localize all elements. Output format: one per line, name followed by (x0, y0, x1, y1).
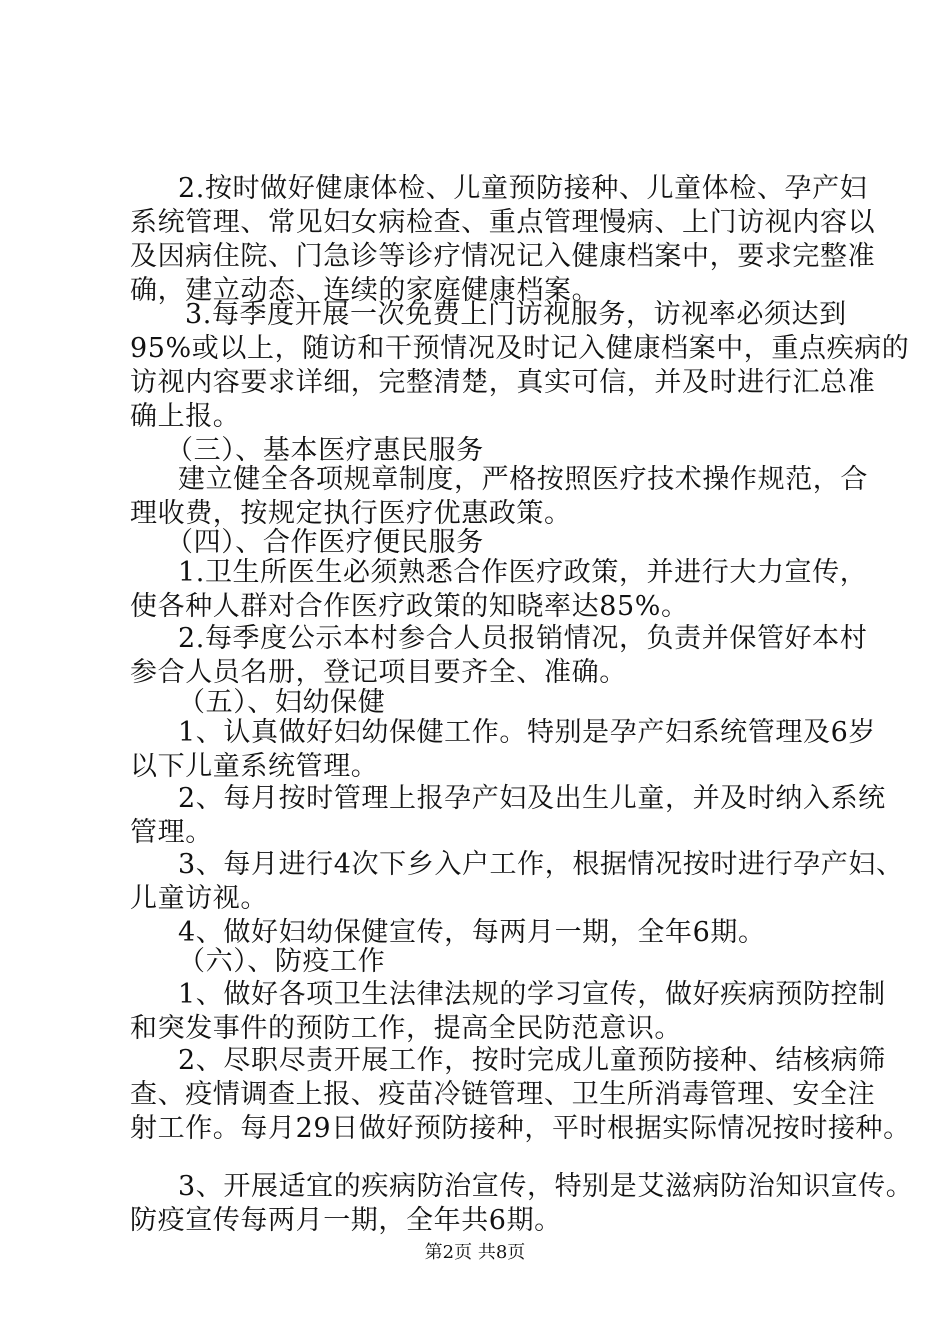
text-line: 儿童访视。 (130, 883, 268, 914)
text-line: 以下儿童系统管理。 (130, 751, 379, 782)
text-line: 射工作。每月29日做好预防接种，平时根据实际情况按时接种。 (130, 1113, 911, 1144)
text-line: 确，建立动态、连续的家庭健康档案。 (130, 275, 600, 306)
text-line: 访视内容要求详细，完整清楚，真实可信，并及时进行汇总准 (130, 367, 876, 398)
text-line: 3.每季度开展一次免费上门访视服务，访视率必须达到 (185, 299, 847, 330)
section-heading: （六）、防疫工作 (178, 946, 386, 977)
text-line: 3、开展适宜的疾病防治宣传，特别是艾滋病防治知识宣传。 (178, 1171, 914, 1202)
text-line: 确上报。 (130, 401, 241, 432)
text-line: 1.卫生所医生必须熟悉合作医疗政策，并进行大力宣传， (178, 557, 868, 588)
text-line: 防疫宣传每两月一期，全年共6期。 (130, 1205, 562, 1236)
section-heading: （四）、合作医疗便民服务 (166, 527, 484, 558)
text-line: 2.按时做好健康体检、儿童预防接种、儿童体检、孕产妇 (178, 173, 868, 204)
text-line: 管理。 (130, 817, 213, 848)
text-line: 参合人员名册，登记项目要齐全、准确。 (130, 657, 627, 688)
page-number-footer: 第2页 共8页 (424, 1242, 526, 1263)
text-line: 1、做好各项卫生法律法规的学习宣传，做好疾病预防控制 (178, 979, 886, 1010)
section-heading: （五）、妇幼保健 (178, 687, 386, 718)
text-line: 3、每月进行4次下乡入户工作，根据情况按时进行孕产妇、 (178, 849, 904, 880)
text-line: 2.每季度公示本村参合人员报销情况，负责并保管好本村 (178, 623, 868, 654)
text-line: 2、尽职尽责开展工作，按时完成儿童预防接种、结核病筛 (178, 1045, 886, 1076)
section-heading: （三）、基本医疗惠民服务 (166, 435, 484, 466)
text-line: 系统管理、常见妇女病检查、重点管理慢病、上门访视内容以 (130, 207, 876, 238)
text-line: 95%或以上，随访和干预情况及时记入健康档案中，重点疾病的 (130, 333, 910, 364)
text-line: 4、做好妇幼保健宣传，每两月一期，全年6期。 (178, 917, 766, 948)
text-line: 2、每月按时管理上报孕产妇及出生儿童，并及时纳入系统 (178, 783, 886, 814)
text-line: 理收费，按规定执行医疗优惠政策。 (130, 498, 572, 529)
text-line: 查、疫情调查上报、疫苗冷链管理、卫生所消毒管理、安全注 (130, 1079, 876, 1110)
text-line: 和突发事件的预防工作，提高全民防范意识。 (130, 1013, 682, 1044)
text-line: 1、认真做好妇幼保健工作。特别是孕产妇系统管理及6岁 (178, 717, 876, 748)
text-line: 使各种人群对合作医疗政策的知晓率达85%。 (130, 591, 689, 622)
text-line: 及因病住院、门急诊等诊疗情况记入健康档案中，要求完整准 (130, 241, 876, 272)
text-line: 建立健全各项规章制度，严格按照医疗技术操作规范，合 (178, 464, 868, 495)
